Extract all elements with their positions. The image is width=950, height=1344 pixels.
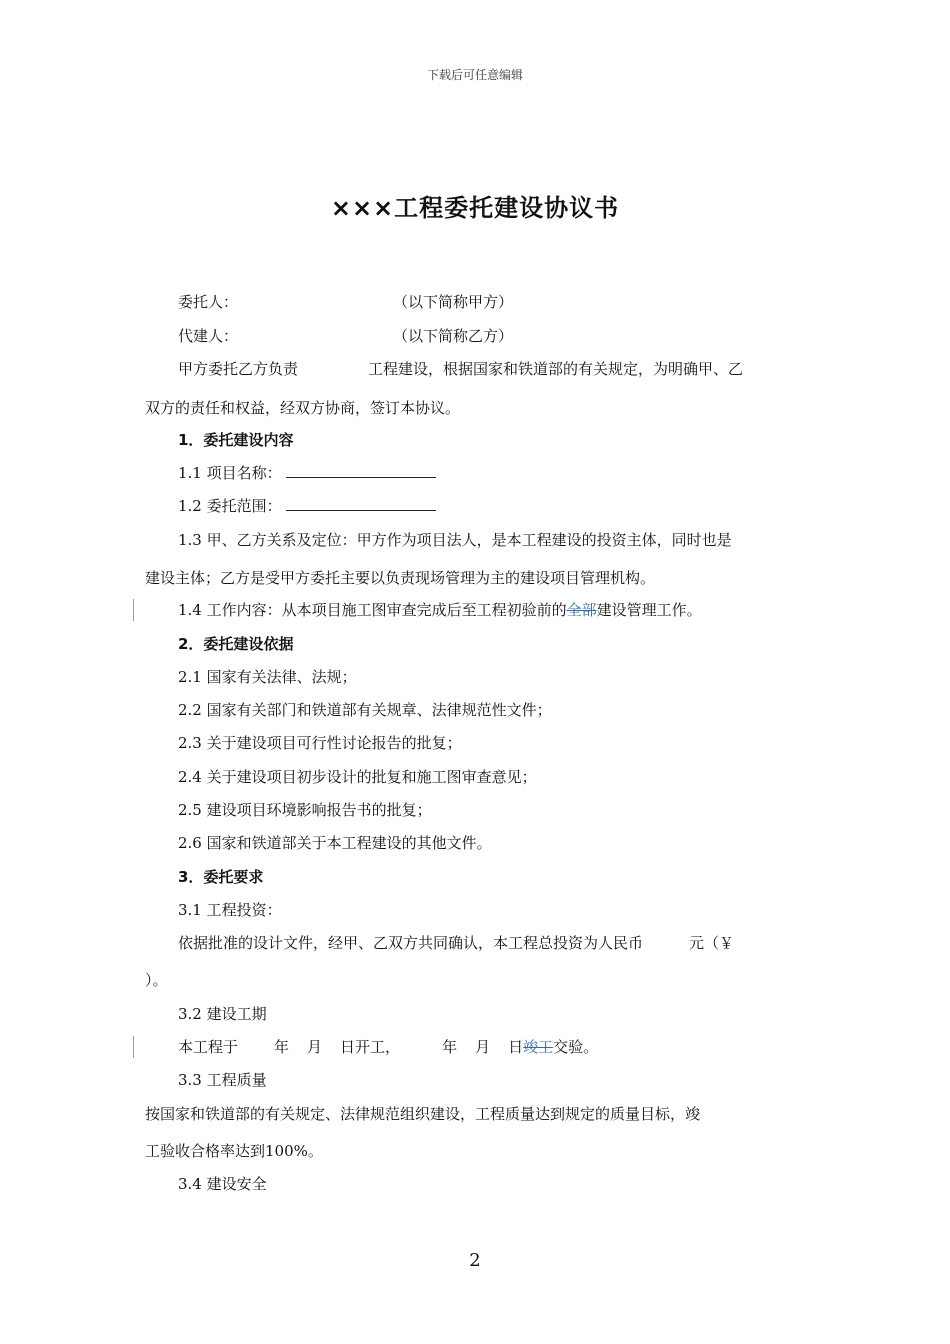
item-1-1-label: 1.1 项目名称： (178, 464, 282, 482)
start-day: 日开工， (340, 1038, 401, 1056)
year-label: 年 (442, 1038, 458, 1056)
client-label: 委托人： (178, 293, 239, 311)
item-3-1: 3.1 工程投资： (178, 901, 282, 919)
document-title: ×××工程委托建设协议书 (330, 194, 620, 222)
agent-line (178, 326, 513, 346)
deleted-text: 全部 (566, 601, 597, 619)
item-2-1: 2.1 国家有关法律、法规； (178, 668, 357, 686)
item-1-3-line-1: 1.3 甲、乙方关系及定位：甲方作为项目法人，是本工程建设的投资主体，同时也是 (178, 531, 732, 549)
item-1-4-text: 1.4 工作内容：从本项目施工图审查完成后至工程初验前的 (178, 601, 567, 619)
currency-text: 元（￥ (689, 934, 735, 952)
item-2-3: 2.3 关于建设项目可行性讨论报告的批复； (178, 734, 462, 752)
schedule-start: 本工程于 (178, 1038, 239, 1056)
item-2-4: 2.4 关于建设项目初步设计的批复和施工图审查意见； (178, 768, 537, 786)
item-3-2: 3.2 建设工期 (178, 1005, 267, 1023)
change-bar (133, 1036, 134, 1058)
deleted-text: 竣工 (523, 1038, 554, 1056)
item-1-2-label: 1.2 委托范围： (178, 497, 282, 515)
agent-note: （以下简称乙方） (393, 327, 514, 345)
section-3-heading: 3．委托要求 (178, 868, 264, 886)
client-note: （以下简称甲方） (393, 293, 514, 311)
item-1-2 (178, 496, 436, 516)
item-1-1 (178, 463, 436, 483)
client-line (178, 292, 513, 312)
item-1-3-line-2: 建设主体；乙方是受甲方委托主要以负责现场管理为主的建设项目管理机构。 (145, 569, 656, 587)
month-label: 月 (307, 1038, 323, 1056)
item-1-4 (178, 600, 702, 620)
scope-blank (286, 496, 436, 511)
investment-close: ）。 (145, 971, 168, 989)
section-1-heading: 1．委托建设内容 (178, 431, 294, 449)
investment-text: 依据批准的设计文件，经甲、乙双方共同确认，本工程总投资为人民币 (178, 934, 644, 952)
item-2-2: 2.2 国家有关部门和铁道部有关规章、法律规范性文件； (178, 701, 552, 719)
quality-line-1: 按国家和铁道部的有关规定、法律规范组织建设，工程质量达到规定的质量目标，竣 (145, 1105, 701, 1123)
item-3-1-text (178, 933, 734, 953)
intro-line-2: 双方的责任和权益，经双方协商，签订本协议。 (145, 399, 461, 417)
project-name-blank (286, 463, 436, 478)
item-2-6: 2.6 国家和铁道部关于本工程建设的其他文件。 (178, 834, 492, 852)
month-label: 月 (475, 1038, 491, 1056)
item-3-4: 3.4 建设安全 (178, 1175, 267, 1193)
intro-b: 工程建设，根据国家和铁道部的有关规定，为明确甲、乙 (368, 360, 744, 378)
page-header: 下载后可任意编辑 (426, 68, 523, 82)
intro-a: 甲方委托乙方负责 (178, 360, 299, 378)
agent-label: 代建人： (178, 327, 239, 345)
intro-line-1 (178, 359, 743, 379)
change-bar (133, 599, 134, 621)
schedule-line (178, 1037, 598, 1057)
item-3-3: 3.3 工程质量 (178, 1071, 267, 1089)
item-2-5: 2.5 建设项目环境影响报告书的批复； (178, 801, 432, 819)
section-2-heading: 2．委托建设依据 (178, 635, 294, 653)
schedule-tail: 交验。 (553, 1038, 599, 1056)
end-day: 日 (508, 1038, 524, 1056)
item-1-4-tail: 建设管理工作。 (596, 601, 702, 619)
quality-line-2: 工验收合格率达到100%。 (145, 1142, 323, 1160)
page-number: 2 (469, 1250, 481, 1271)
year-label: 年 (274, 1038, 290, 1056)
